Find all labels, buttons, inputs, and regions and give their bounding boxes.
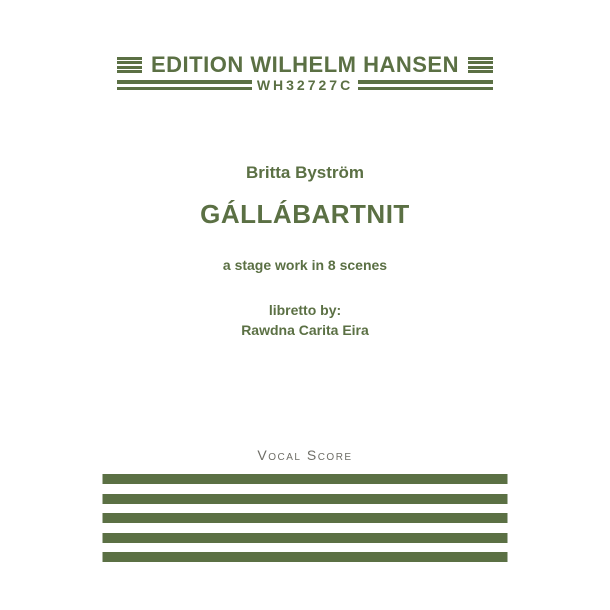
divider-bar: [103, 494, 508, 504]
librettist-name: Rawdna Carita Eira: [241, 322, 369, 338]
stripes-left-icon: [117, 57, 142, 73]
libretto-label: libretto by:: [268, 302, 342, 318]
edition-type-label: Vocal Score: [257, 447, 353, 463]
double-line-left: [117, 80, 252, 90]
divider-bar: [103, 513, 508, 523]
publisher-name: EDITION WILHELM HANSEN: [151, 52, 459, 77]
work-subtitle: a stage work in 8 scenes: [222, 257, 388, 273]
work-title: GÁLLÁBARTNIT: [200, 199, 410, 229]
bottom-divider-bars: [103, 474, 508, 562]
publisher-logo-top-row: [117, 54, 493, 76]
stripes-right-icon: [468, 57, 493, 73]
divider-bar: [103, 552, 508, 562]
catalog-number: WH32727C: [256, 77, 354, 93]
divider-bar: [103, 474, 508, 484]
publisher-logo: [117, 54, 493, 92]
divider-bar: [103, 533, 508, 543]
double-line-right: [358, 80, 493, 90]
composer-name: Britta Byström: [245, 163, 365, 182]
publisher-logo-bottom-row: [117, 78, 493, 92]
